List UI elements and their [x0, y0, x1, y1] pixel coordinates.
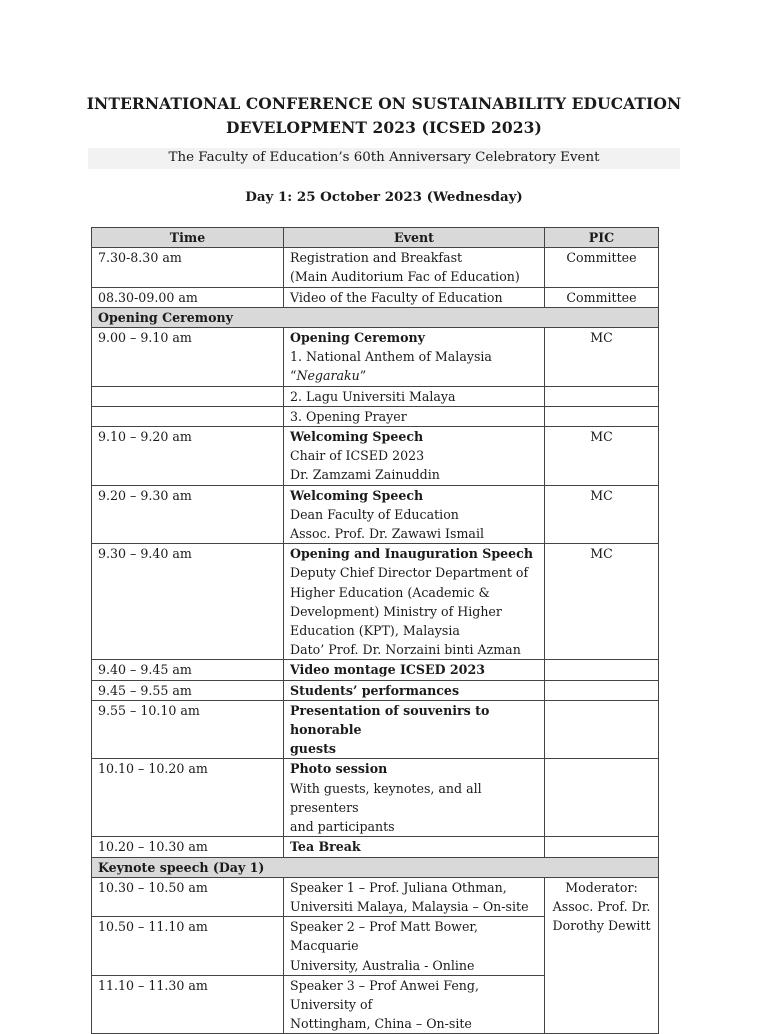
- section-row-keynote: [92, 857, 659, 877]
- event-cell: [284, 248, 545, 287]
- pic-cell: MC: [545, 427, 659, 486]
- event-line: With guests, keynotes, and all presenters: [290, 780, 482, 815]
- table-row: [92, 248, 659, 287]
- title-line-2: DEVELOPMENT 2023 (ICSED 2023): [226, 118, 542, 137]
- table-row: [92, 837, 659, 857]
- event-line: Education (KPT), Malaysia: [290, 623, 460, 639]
- event-cell: [284, 975, 545, 1034]
- pic-cell: [545, 386, 659, 406]
- time-cell: 9.30 – 9.40 am: [92, 544, 284, 660]
- header-pic: PIC: [545, 228, 659, 248]
- pic-cell: [545, 759, 659, 837]
- moderator-line: Moderator:: [565, 879, 638, 895]
- section-row-opening: [92, 307, 659, 327]
- event-line: Development) Ministry of Higher: [290, 603, 502, 619]
- title-line-1: INTERNATIONAL CONFERENCE ON SUSTAINABILITY EDUCATION: [86, 94, 682, 113]
- event-line: Presentation of souvenirs to honorable: [290, 702, 490, 738]
- event-line: Dato’ Prof. Dr. Norzaini binti Azman: [290, 642, 521, 658]
- event-cell: Video of the Faculty of Education: [284, 287, 545, 307]
- time-cell: 9.45 – 9.55 am: [92, 680, 284, 700]
- event-line: Universiti Malaya, Malaysia – On-site: [290, 898, 529, 914]
- event-cell: [284, 759, 545, 837]
- event-cell: Students’ performances: [284, 680, 545, 700]
- event-line: University, Australia - Online: [290, 957, 475, 973]
- time-cell: 10.50 – 11.10 am: [92, 917, 284, 976]
- moderator-line: Assoc. Prof. Dr.: [552, 898, 651, 914]
- table-row: [92, 485, 659, 544]
- table-row: [92, 759, 659, 837]
- table-row: [92, 287, 659, 307]
- event-title: Welcoming Speech: [290, 487, 424, 503]
- time-cell: 9.10 – 9.20 am: [92, 427, 284, 486]
- table-row: [92, 680, 659, 700]
- header-time: Time: [92, 228, 284, 248]
- event-line: Dr. Zamzami Zainuddin: [290, 467, 440, 483]
- conference-title: [60, 92, 708, 140]
- time-cell: [92, 386, 284, 406]
- event-line: Chair of ICSED 2023: [290, 448, 425, 464]
- table-row: [92, 386, 659, 406]
- time-cell: 7.30-8.30 am: [92, 248, 284, 287]
- event-title: Opening Ceremony: [290, 330, 425, 346]
- pic-cell: MC: [545, 544, 659, 660]
- time-cell: 9.00 – 9.10 am: [92, 328, 284, 387]
- pic-cell: [545, 406, 659, 426]
- event-line: Speaker 1 – Prof. Juliana Othman,: [290, 879, 507, 895]
- pic-cell: [545, 837, 659, 857]
- event-cell: [284, 544, 545, 660]
- time-cell: 08.30-09.00 am: [92, 287, 284, 307]
- event-cell: 2. Lagu Universiti Malaya: [284, 386, 545, 406]
- table-row: [92, 328, 659, 387]
- event-line: guests: [290, 741, 336, 757]
- pic-cell: MC: [545, 485, 659, 544]
- pic-cell: [545, 680, 659, 700]
- section-label: Keynote speech (Day 1): [92, 857, 659, 877]
- event-cell: [284, 427, 545, 486]
- moderator-cell: [545, 877, 659, 1034]
- moderator-line: Dorothy Dewitt: [552, 918, 651, 934]
- event-line: and participants: [290, 819, 395, 835]
- event-line: [290, 347, 538, 385]
- time-cell: 9.55 – 10.10 am: [92, 700, 284, 759]
- event-title: Photo session: [290, 761, 388, 777]
- time-cell: 10.20 – 10.30 am: [92, 837, 284, 857]
- event-cell: [284, 700, 545, 759]
- event-cell: [284, 917, 545, 976]
- pic-cell: Committee: [545, 248, 659, 287]
- event-cell: Video montage ICSED 2023: [284, 660, 545, 680]
- event-line: Assoc. Prof. Dr. Zawawi Ismail: [290, 526, 484, 542]
- event-line: Registration and Breakfast: [290, 250, 463, 266]
- table-row: [92, 700, 659, 759]
- table-row: [92, 544, 659, 660]
- day-heading: Day 1: 25 October 2023 (Wednesday): [245, 189, 523, 205]
- time-cell: 11.10 – 11.30 am: [92, 975, 284, 1034]
- event-line: Dean Faculty of Education: [290, 506, 459, 522]
- event-line: Speaker 3 – Prof Anwei Feng, University of: [290, 977, 479, 1012]
- event-title: Welcoming Speech: [290, 429, 424, 445]
- event-cell: [284, 877, 545, 916]
- pic-cell: [545, 700, 659, 759]
- header-event: Event: [284, 228, 545, 248]
- event-line: Deputy Chief Director Department of: [290, 565, 529, 581]
- event-cell: [284, 485, 545, 544]
- table-row: [92, 427, 659, 486]
- pic-cell: [545, 660, 659, 680]
- table-header-row: [92, 228, 659, 248]
- anthem-suffix: ”: [359, 368, 367, 384]
- time-cell: 9.40 – 9.45 am: [92, 660, 284, 680]
- pic-cell: MC: [545, 328, 659, 387]
- time-cell: 10.30 – 10.50 am: [92, 877, 284, 916]
- event-subtitle: The Faculty of Education’s 60th Anniversary Celebratory Event: [88, 148, 680, 169]
- event-cell: Tea Break: [284, 837, 545, 857]
- event-cell: 3. Opening Prayer: [284, 406, 545, 426]
- table-row: [92, 406, 659, 426]
- event-line: Higher Education (Academic &: [290, 584, 490, 600]
- event-line: Nottingham, China – On-site: [290, 1016, 472, 1032]
- pic-cell: Committee: [545, 287, 659, 307]
- table-row: [92, 660, 659, 680]
- section-label: Opening Ceremony: [92, 307, 659, 327]
- time-cell: 10.10 – 10.20 am: [92, 759, 284, 837]
- time-cell: [92, 406, 284, 426]
- table-row: [92, 877, 659, 916]
- time-cell: 9.20 – 9.30 am: [92, 485, 284, 544]
- anthem-prefix: 1. National Anthem of Malaysia “: [290, 349, 492, 384]
- event-line: Speaker 2 – Prof Matt Bower, Macquarie: [290, 919, 479, 954]
- event-cell: [284, 328, 545, 387]
- event-title: Opening and Inauguration Speech: [290, 546, 533, 562]
- event-line: (Main Auditorium Fac of Education): [290, 269, 520, 285]
- schedule-table: [91, 227, 659, 1034]
- anthem-name: Negaraku: [296, 368, 360, 384]
